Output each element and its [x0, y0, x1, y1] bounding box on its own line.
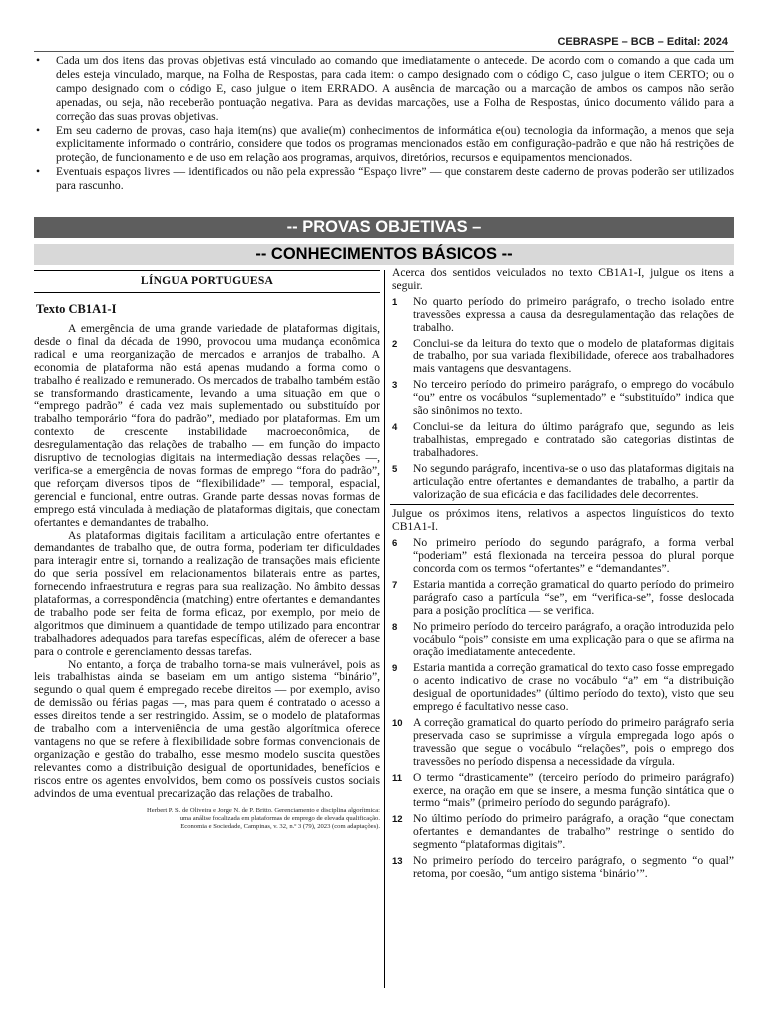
question-list — [390, 296, 734, 502]
questions-column — [390, 267, 734, 884]
question-number: 12 — [392, 814, 403, 826]
group-separator — [390, 504, 734, 505]
question-text: Estaria mantida a correção gramatical do texto caso fosse empregado o acento indicativo de crase no vocábulo “a” em “a distribuição desigual de oportunidades” (último período do texto), visto que seu emprego é facultativo nesse caso. — [413, 661, 734, 714]
question-text: No último período do primeiro parágrafo, a oração “que conectam ofertantes e demandantes de trabalho” restringe o sentido do segmento “plataformas digitais”. — [413, 812, 734, 852]
provas-objetivas-banner: -- PROVAS OBJETIVAS – — [34, 217, 734, 238]
question-number: 4 — [392, 421, 398, 433]
text-paragraph: As plataformas digitais facilitam a articulação entre ofertantes e demandantes de trabalho que, de outra forma, poderiam ter dificuldades para interagir entre si, tornando a realização de transações mais eficiente do que seria possível em relacionamentos bilaterais entre as partes, fornecendo infraestrutura e regras para sua realização. No âmbito dessas plataformas, a correspondência (matching) entre ofertantes e demandantes de trabalho pode ser feita de forma eficaz, por exemplo, por meio de algoritmos que diminuem a quantidade de tempo utilizado para encontrar trabalhadores adequados para tarefas específicas, além de oferecer a base para o controle e gerenciamento dessas tarefas. — [34, 528, 380, 658]
question-number: 1 — [392, 296, 398, 308]
question-group-intro: Julgue os próximos itens, relativos a aspectos linguísticos do texto CB1A1-I. — [392, 507, 734, 534]
question-number: 2 — [392, 338, 398, 350]
question-item — [390, 421, 734, 460]
question-item — [390, 296, 734, 335]
question-number: 6 — [392, 538, 398, 550]
question-text: No quarto período do primeiro parágrafo, o trecho isolado entre travessões expressa a causa da desregulamentação das relações de trabalho. — [413, 294, 734, 334]
question-item — [390, 621, 734, 660]
question-item — [390, 717, 734, 769]
question-text: No terceiro período do primeiro parágrafo, o emprego do vocábulo “ou” entre os vocábulos “suplementado” e “substituído” indica que são sinônimos no texto. — [413, 378, 734, 418]
citation-line: Herbert P. S. de Oliveira e Jorge N. de P. Britto. Gerenciamento e disciplina algorítmica: — [147, 806, 380, 814]
question-text: No primeiro período do terceiro parágrafo, a oração introduzida pelo vocábulo “pois” consiste em uma explicação para o que se afirma na oração imediatamente antecedente. — [413, 619, 734, 659]
bullet: • — [36, 123, 41, 137]
question-item — [390, 855, 734, 881]
instructions-list — [34, 54, 734, 193]
question-text: No primeiro período do terceiro parágrafo, o segmento “o qual” retoma, por coesão, “um antigo sistema ‘binário’”. — [413, 854, 734, 880]
text-paragraph: A emergência de uma grande variedade de plataformas digitais, desde o final da década de 1990, provocou uma mudança econômica radical e uma reorganização de mercados e arranjos de trabalho. A economia de plataforma não está apenas mudando a forma como o trabalho é realizado e remunerado. Os mercados de trabalho também estão se transformando drasticamente, levando a uma situação em que o “emprego padrão” é cada vez mais suplementado ou substituído por trabalho temporário “fora do padrão”, mediado por plataformas. Em um contexto de crescente instabilidade macroeconômica, de desregulamentação das relações de trabalho — em função do impacto disruptivo de tecnologias digitais na intermediação dessas relações —, verifica-se a emergência de novas formas de emprego “fora do padrão”, que reforçam diversos tipos de “flexibilidade” — temporal, espacial, gerencial e funcional, entre outras. Grande parte dessas novas formas de emprego está vinculada à mediação de plataformas digitais, que conectam ofertantes e demandantes de trabalho. — [34, 322, 380, 529]
citation-line: uma análise focalizada em plataformas de emprego de elevada qualificação. — [179, 814, 380, 822]
question-number: 9 — [392, 663, 398, 675]
question-item — [390, 662, 734, 714]
question-text: Conclui-se da leitura do último parágrafo que, segundo as leis trabalhistas, empregado e contratado são categorias distintas de trabalhadores. — [413, 419, 734, 459]
question-text: A correção gramatical do quarto período do primeiro parágrafo seria preservada caso se suprimisse a vírgula empregada logo após o travessão que segue o vocábulo “relações”, pois o emprego dos travessões no período dispensa a necessidade da vírgula. — [413, 716, 734, 768]
question-item — [390, 379, 734, 418]
question-item — [390, 579, 734, 618]
question-item — [390, 537, 734, 576]
reading-text-column — [34, 270, 380, 831]
question-text: No segundo parágrafo, incentiva-se o uso das plataformas digitais na articulação entre ofertantes e demandantes de trabalho, a partir da valorização de sua eficácia e das facilidades dele decorrentes. — [413, 461, 734, 501]
bullet: • — [36, 54, 41, 67]
question-text: No primeiro período do segundo parágrafo, a forma verbal “poderiam” está flexionada na terceira pessoa do plural porque concorda com os termos “ofertantes” e “demandantes”. — [413, 536, 734, 576]
instruction-text: Cada um dos itens das provas objetivas está vinculado ao comando que imediatamente o antecede. De acordo com o comando a que cada um deles esteja vinculado, marque, na Folha de Respostas, para cada item: o campo designado com o código C, caso julgue o item CERTO; ou o campo designado com o código E, caso julgue o item ERRADO. A ausência de marcação ou a marcação de ambos os campos não serão apenadas, ou seja, não receberão pontuação negativa. Para as devidas marcações, use a Folha de Respostas, único documento válido para a correção das suas provas objetivas. — [56, 54, 734, 123]
instruction-item — [34, 124, 734, 166]
question-number: 3 — [392, 380, 398, 392]
text-paragraph: No entanto, a força de trabalho torna-se mais vulnerável, pois as leis trabalhistas ainda se baseiam em um antigo sistema “binário”, segundo o qual quem é empregado recebe direitos — por exemplo, aviso de demissão ou férias pagas —, mas para quem é contratado o acesso a esses direitos tende a ser restringido. Assim, se o modelo de plataformas de trabalho com a interveniência de uma gestão algorítmica oferece vantagens no que se refere à flexibilidade sobre formas convencionais de organização e gestão do trabalho, esse mesmo modelo suscita questões relevantes como a distribuição desigual de oportunidades, benefícios e riscos entre os agentes envolvidos, bem como os possíveis custos sociais advindos de uma eventual precarização das relações de trabalho. — [34, 657, 380, 800]
question-text: Conclui-se da leitura do texto que o modelo de plataformas digitais de trabalho, por sua variada flexibilidade, oferece aos trabalhadores mais vantagens que desvantagens. — [413, 336, 734, 376]
question-number: 13 — [392, 856, 403, 868]
question-item — [390, 338, 734, 377]
question-number: 10 — [392, 718, 403, 729]
section-title: LÍNGUA PORTUGUESA — [140, 274, 274, 287]
question-text: O termo “drasticamente” (terceiro período do primeiro parágrafo) exerce, na oração em que se insere, a mesma função sintática que o termo “mais” (primeiro período do segundo parágrafo). — [413, 770, 734, 810]
question-item — [390, 813, 734, 852]
column-divider — [384, 270, 385, 988]
instruction-text: Em seu caderno de provas, caso haja item(ns) que avalie(m) conhecimentos de informática e(ou) tecnologia da informação, a menos que seja explicitamente informado o contrário, considere que todos os programas mencionados estão em configuração-padrão e que não há restrições de proteção, de funcionamento e de uso em relação aos programas, arquivos, diretórios, recursos e equipamentos mencionados. — [56, 123, 734, 165]
question-number: 5 — [392, 463, 398, 475]
question-text: Estaria mantida a correção gramatical do quarto período do primeiro parágrafo caso a partícula “se”, em “verifica-se”, fosse deslocada para a posição proclítica — se verifica. — [413, 577, 734, 617]
citation — [34, 807, 380, 831]
instruction-item — [34, 54, 734, 124]
question-number: 11 — [392, 772, 403, 784]
instruction-text: Eventuais espaços livres — identificados ou não pela expressão “Espaço livre” — que constarem deste caderno de provas poderão ser utilizados para rascunho. — [56, 165, 734, 193]
instruction-item — [34, 165, 734, 193]
question-item — [390, 463, 734, 502]
citation-line: Economia e Sociedade, Campinas, v. 32, n.º 3 (79), 2023 (com adaptações). — [180, 822, 380, 830]
question-group-intro: Acerca dos sentidos veiculados no texto CB1A1-I, julgue os itens a seguir. — [392, 266, 734, 292]
question-number: 7 — [392, 579, 398, 591]
text-title: Texto CB1A1-I — [36, 302, 117, 316]
exam-header: CEBRASPE – BCB – Edital: 2024 — [557, 36, 728, 48]
conhecimentos-basicos-banner: -- CONHECIMENTOS BÁSICOS -- — [34, 244, 734, 265]
question-number: 8 — [392, 621, 398, 633]
question-item — [390, 772, 734, 811]
header-rule — [34, 51, 734, 52]
bullet: • — [36, 165, 41, 179]
question-list — [390, 537, 734, 881]
section-title-box — [34, 270, 380, 293]
